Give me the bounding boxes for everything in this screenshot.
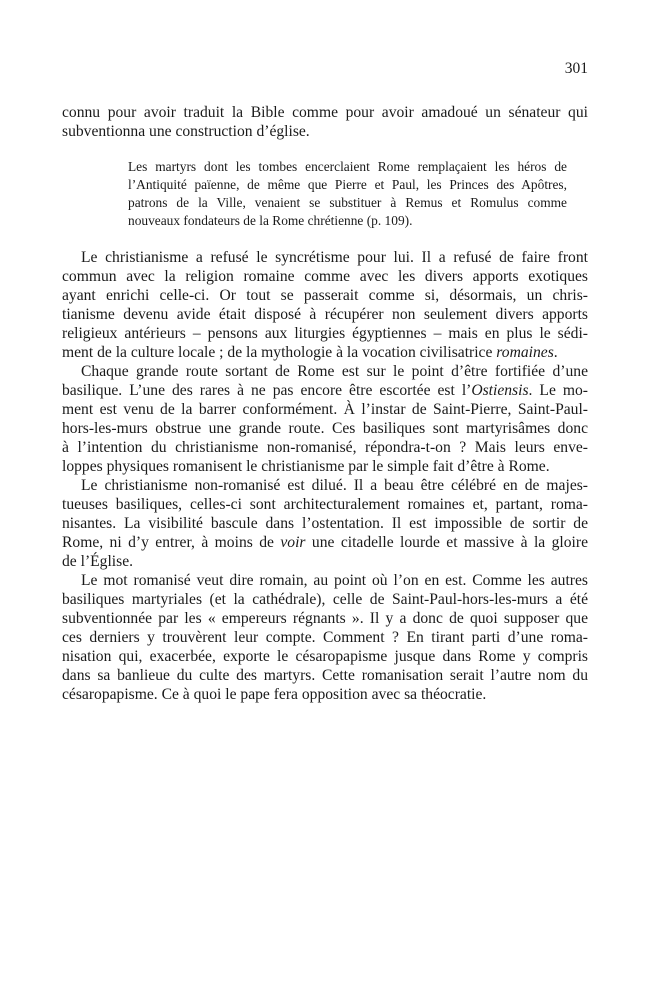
text-line <box>62 362 588 381</box>
text-line <box>62 122 588 141</box>
body-text <box>62 248 588 704</box>
text-line <box>62 419 588 438</box>
intro-paragraph <box>62 103 588 141</box>
text-segment: Le christianisme a refusé le syncrétisme pour lui. Il a refusé de faire front <box>81 249 588 266</box>
text-line <box>62 666 588 685</box>
text-line <box>62 647 588 666</box>
text-segment: subventionnée par les « empereurs régnants ». Il y a donc de quoi supposer que <box>62 610 588 627</box>
text-line <box>62 590 588 609</box>
text-line <box>62 438 588 457</box>
text-segment: tianisme devenu avide était disposé à récupérer non seulement divers apports <box>62 306 588 323</box>
text-segment: . <box>553 344 558 361</box>
paragraph <box>128 158 567 230</box>
block-quote <box>128 158 567 230</box>
paragraph <box>62 476 588 571</box>
text-segment: patrons de la Ville, venaient se substituer à Remus et Romulus comme <box>128 195 567 210</box>
paragraph <box>62 248 588 362</box>
text-segment: nouveaux fondateurs de la Rome chrétienne (p. 109). <box>128 213 413 228</box>
text-line <box>62 343 588 362</box>
text-segment: à l’intention du christianisme non-romanisé, répondra-t-on ? Mais leurs enve- <box>62 439 588 456</box>
text-line <box>62 324 588 343</box>
text-line <box>62 267 588 286</box>
text-segment: une citadelle lourde et massive à la gloire <box>305 534 588 551</box>
text-segment: . Le mo- <box>528 382 588 399</box>
text-segment: nisation qui, exacerbée, exporte le césaropapisme jusque dans Rome y compris <box>62 648 588 665</box>
paragraph <box>62 362 588 476</box>
text-segment: Rome, ni d’y entrer, à moins de <box>62 534 281 551</box>
text-line <box>62 514 588 533</box>
text-segment: commun avec la religion romaine comme avec les divers apports exotiques <box>62 268 588 285</box>
text-line <box>62 305 588 324</box>
text-segment: connu pour avoir traduit la Bible comme pour avoir amadoué un sénateur qui <box>62 104 588 121</box>
text-segment: Chaque grande route sortant de Rome est sur le point d’être fortifiée d’une <box>81 363 588 380</box>
text-segment: subventionna une construction d’église. <box>62 123 310 140</box>
text-line <box>128 158 567 176</box>
page-number: 301 <box>564 60 588 77</box>
text-line <box>62 533 588 552</box>
paragraph <box>62 103 588 141</box>
text-line <box>62 609 588 628</box>
text-segment: césaropapisme. Ce à quoi le pape fera opposition avec sa théocratie. <box>62 686 487 703</box>
text-line <box>128 212 567 230</box>
text-segment: l’Antiquité païenne, de même que Pierre et Paul, les Princes des Apôtres, <box>128 177 567 192</box>
text-line <box>62 400 588 419</box>
text-line <box>62 571 588 590</box>
text-segment: dans sa banlieue du culte des martyrs. Cette romanisation serait l’autre nom du <box>62 667 588 684</box>
text-segment: ayant enrichi celle-ci. Or tout se passerait comme si, désormais, un chris- <box>62 287 588 304</box>
text-segment: hors-les-murs obstrue une grande route. Ces basiliques sont martyrisâmes donc <box>62 420 588 437</box>
italic-text: Ostiensis <box>471 382 529 399</box>
text-segment: tueuses basiliques, celles-ci sont architecturalement romaines et, partant, roma- <box>62 496 588 513</box>
text-segment: basilique. L’une des rares à ne pas encore être escortée est l’ <box>62 382 472 399</box>
text-line <box>62 476 588 495</box>
text-line <box>62 286 588 305</box>
text-segment: Les martyrs dont les tombes encerclaient Rome remplaçaient les héros de <box>128 159 567 174</box>
italic-text: voir <box>280 534 306 551</box>
text-segment: loppes physiques romanisent le christianisme par le simple fait d’être à Rome. <box>62 458 550 475</box>
text-segment: religieux antérieurs – pensons aux liturgies égyptiennes – mais en plus le sédi- <box>62 325 588 342</box>
text-segment: nisantes. La visibilité bascule dans l’ostentation. Il est impossible de sortir de <box>62 515 588 532</box>
text-segment: basiliques martyriales (et la cathédrale), celle de Saint-Paul-hors-les-murs a été <box>62 591 588 608</box>
text-segment: Le mot romanisé veut dire romain, au point où l’on en est. Comme les autres <box>81 572 588 589</box>
text-segment: Le christianisme non-romanisé est dilué. Il a beau être célébré en de majes- <box>81 477 588 494</box>
text-segment: de l’Église. <box>62 553 134 570</box>
text-line <box>62 552 588 571</box>
text-line <box>62 628 588 647</box>
text-line <box>128 194 567 212</box>
italic-text: romaines <box>496 344 554 361</box>
paragraph <box>62 571 588 704</box>
text-line <box>62 381 588 400</box>
text-segment: ces derniers y trouvèrent leur compte. Comment ? En tirant parti d’une roma- <box>62 629 588 646</box>
text-segment: ment est venu de la barrer conformément. À l’instar de Saint-Pierre, Saint-Paul- <box>62 401 588 418</box>
text-line <box>62 457 588 476</box>
text-line <box>128 176 567 194</box>
text-segment: ment de la culture locale ; de la mythologie à la vocation civilisatrice <box>62 344 497 361</box>
text-line <box>62 248 588 267</box>
text-line <box>62 103 588 122</box>
text-line <box>62 685 588 704</box>
text-line <box>62 495 588 514</box>
